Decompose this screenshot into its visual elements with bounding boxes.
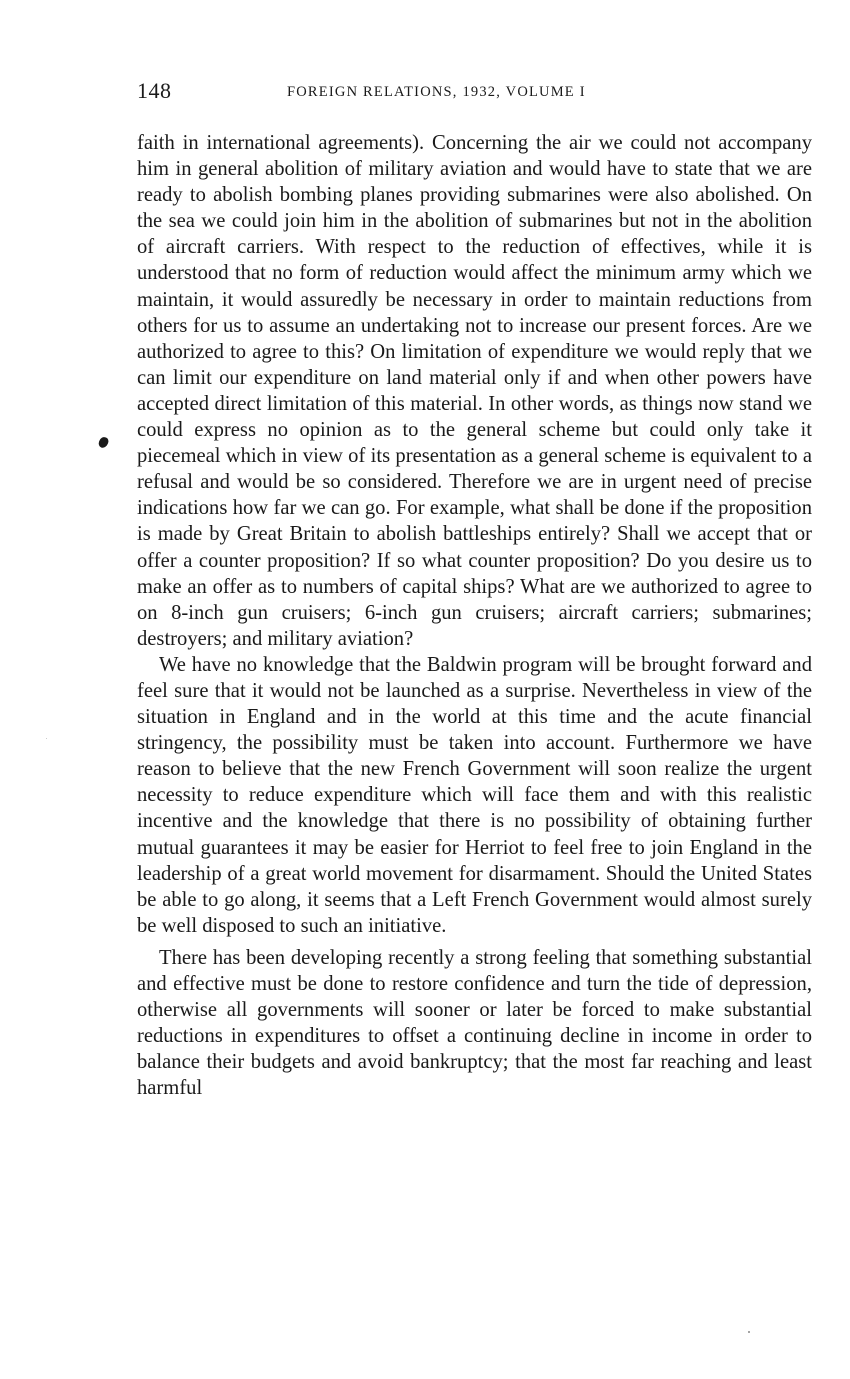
paper-speck [46,738,47,739]
paragraph-restore-confidence: There has been developing recently a strong feeling that something substantial and effective must be done to restore confidence and turn the tide of depression, otherwise all governments will sooner or later be forced to make substantial reductions in expenditures to offset a continuing decline in income in order to balance their budgets and avoid bankruptcy; that the most far reaching and least harmful [137,946,812,1100]
body-text [137,130,812,1101]
running-head: FOREIGN RELATIONS, 1932, VOLUME I [287,84,586,100]
page-body [137,130,812,1101]
page-header [137,78,812,108]
paragraph-continued: faith in international agreements). Concerning the air we could not accompany him in general abolition of military aviation and would have to state that we are ready to abolish bombing planes providing submarines were also abolished. On the sea we could join him in the abolition of submarines but not in the abolition of aircraft carriers. With respect to the reduction of effectives, while it is understood that no form of reduction would affect the minimum army which we maintain, it would assuredly be necessary in order to maintain reductions from others for us to assume an undertaking not to increase our present forces. Are we authorized to agree to this? On limitation of expenditure we would reply that we can limit our expenditure on land material only if and when other powers have accepted direct limitation of this material. In other words, as things now stand we could express no opinion as to the general scheme but could only take it piecemeal which in view of its presentation as a general scheme is equivalent to a refusal and would be so considered. Therefore we are in urgent need of precise indications how far we can go. For example, what shall be done if the proposition is made by Great Britain to abolish battleships entirely? Shall we accept that or offer a counter proposition? If so what counter proposition? Do you desire us to make an offer as to numbers of capital ships? What are we authorized to agree to on 8-inch gun cruisers; 6-inch gun cruisers; aircraft carriers; submarines; destroyers; and military aviation? [137,132,812,650]
paragraph-baldwin-program: We have no knowledge that the Baldwin program will be brought forward and feel sure that it would not be launched as a surprise. Nevertheless in view of the situation in England and in the world at this time and the acute financial stringency, the possibility must be taken into account. Furthermore we have reason to believe that the new French Government will soon realize the urgent necessity to reduce expenditure which will face them and with this realistic incentive and the knowledge that there is no possibility of obtaining further mutual guarantees it may be easier for Herriot to feel free to join England in the leadership of a great world movement for disarmament. Should the United States be able to go along, it seems that a Left French Government would almost surely be well disposed to such an initiative. [137,653,812,937]
margin-ink-mark [97,436,109,449]
paper-speck [748,1331,750,1333]
page-number: 148 [137,78,172,103]
